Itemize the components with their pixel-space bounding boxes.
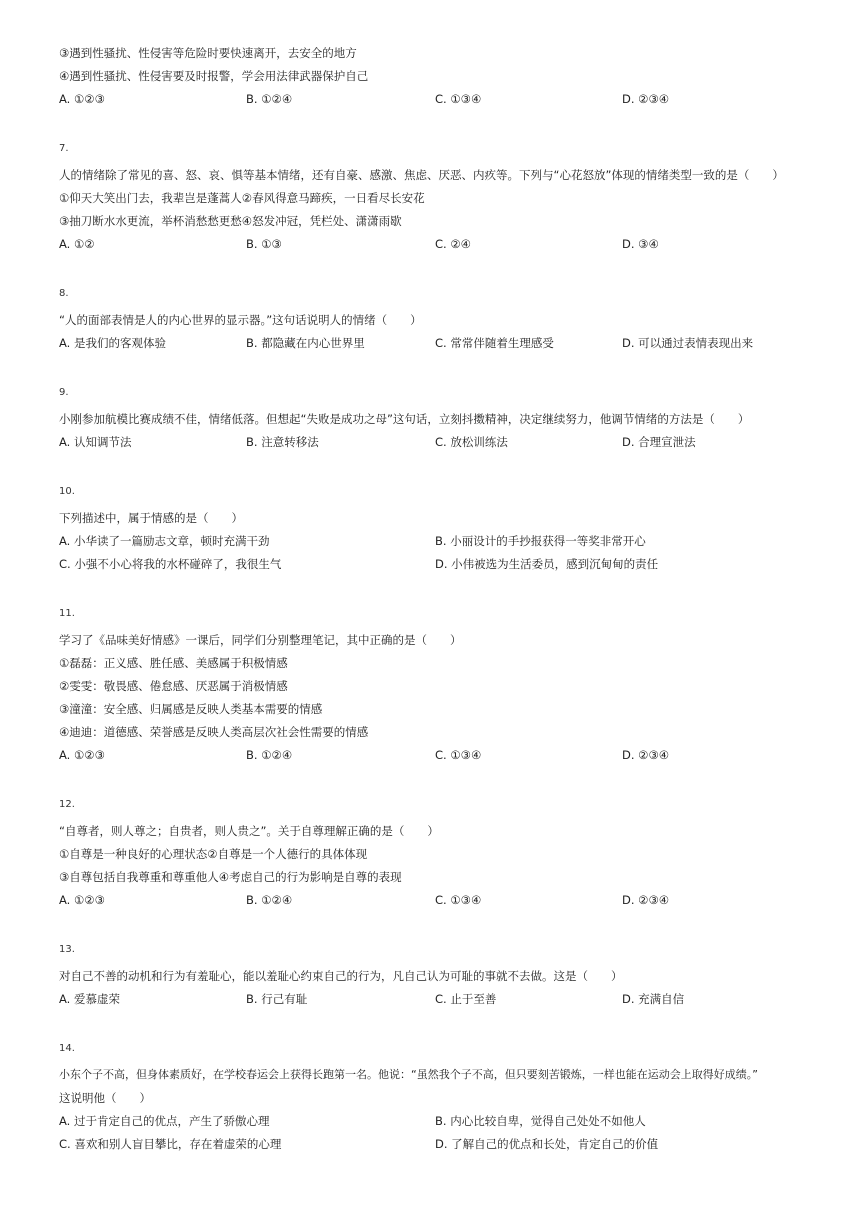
q9-option-c[interactable]: C. 放松训练法: [435, 435, 508, 449]
q9-option-a[interactable]: A. 认知调节法: [59, 435, 132, 449]
q7-option-b[interactable]: B. ①③: [246, 237, 282, 251]
q11-options: [59, 747, 819, 763]
q12-option-a[interactable]: A. ①②③: [59, 893, 105, 907]
q8-options: [59, 335, 819, 351]
q13-option-b[interactable]: B. 行己有耻: [246, 992, 308, 1006]
q7-number: 7.: [59, 143, 69, 154]
q12-stem: “自尊者，则人尊之；自贵者，则人贵之”。关于自尊理解正确的是（ ）: [59, 824, 439, 838]
q11-option-d[interactable]: D. ②③④: [622, 748, 670, 762]
q11-number: 11.: [59, 608, 75, 619]
q14-options-row-1: [59, 1113, 819, 1129]
q8-option-c[interactable]: C. 常常伴随着生理感受: [435, 336, 554, 350]
q6-options: [59, 91, 819, 107]
q7-option-c[interactable]: C. ②④: [435, 237, 471, 251]
q9-option-b[interactable]: B. 注意转移法: [246, 435, 319, 449]
q11-option-b[interactable]: B. ①②④: [246, 748, 293, 762]
q6-item-4: ④遇到性骚扰、性侵害要及时报警，学会用法律武器保护自己: [59, 69, 369, 83]
q11-item-4: ④迪迪：道德感、荣誉感是反映人类高层次社会性需要的情感: [59, 725, 369, 739]
q6-option-c[interactable]: C. ①③④: [435, 92, 482, 106]
q11-option-c[interactable]: C. ①③④: [435, 748, 482, 762]
q9-number: 9.: [59, 387, 69, 398]
q11-item-2: ②雯雯：敬畏感、倦怠感、厌恶属于消极情感: [59, 679, 288, 693]
q8-option-b[interactable]: B. 都隐藏在内心世界里: [246, 336, 365, 350]
q13-stem: 对自己不善的动机和行为有羞耻心，能以羞耻心约束自己的行为，凡自己认为可耻的事就不去做。这是（ ）: [59, 969, 623, 983]
q10-option-b[interactable]: B. 小丽设计的手抄报获得一等奖非常开心: [435, 534, 646, 548]
q13-option-a[interactable]: A. 爱慕虚荣: [59, 992, 120, 1006]
q14-option-b[interactable]: B. 内心比较自卑，觉得自己处处不如他人: [435, 1114, 646, 1128]
q12-option-b[interactable]: B. ①②④: [246, 893, 293, 907]
q14-stem: 小东个子不高，但身体素质好，在学校春运会上获得长跑第一名。他说：“虽然我个子不高，但只要刻苦锻炼，一样也能在运动会上取得好成绩。”: [59, 1068, 758, 1081]
q13-options: [59, 991, 819, 1007]
q9-option-d[interactable]: D. 合理宣泄法: [622, 435, 696, 449]
q13-option-c[interactable]: C. 止于至善: [435, 992, 497, 1006]
q11-item-3: ③潼潼：安全感、归属感是反映人类基本需要的情感: [59, 702, 323, 716]
q7-option-d[interactable]: D. ③④: [622, 237, 659, 251]
q6-item-3: ③遇到性骚扰、性侵害等危险时要快速离开，去安全的地方: [59, 46, 357, 60]
q7-item-line-1: ①仰天大笑出门去，我辈岂是蓬蒿人②春风得意马蹄疾，一日看尽长安花: [59, 191, 425, 205]
q9-stem: 小刚参加航模比赛成绩不佳，情绪低落。但想起“失败是成功之母”这句话，立刻抖擞精神，决定继续努力，他调节情绪的方法是（ ）: [59, 412, 750, 426]
q8-option-a[interactable]: A. 是我们的客观体验: [59, 336, 166, 350]
q10-number: 10.: [59, 486, 75, 497]
q14-option-c[interactable]: C. 喜欢和别人盲目攀比，存在着虚荣的心理: [59, 1137, 282, 1151]
q6-option-b[interactable]: B. ①②④: [246, 92, 293, 106]
q11-item-1: ①磊磊：正义感、胜任感、美感属于积极情感: [59, 656, 288, 670]
q11-option-a[interactable]: A. ①②③: [59, 748, 105, 762]
q10-option-c[interactable]: C. 小强不小心将我的水杯碰碎了，我很生气: [59, 557, 282, 571]
q8-option-d[interactable]: D. 可以通过表情表现出来: [622, 336, 754, 350]
q11-stem: 学习了《品味美好情感》一课后，同学们分别整理笔记，其中正确的是（ ）: [59, 633, 462, 647]
q12-option-c[interactable]: C. ①③④: [435, 893, 482, 907]
q10-stem: 下列描述中，属于情感的是（ ）: [59, 511, 243, 525]
q12-number: 12.: [59, 799, 75, 810]
q12-item-line-2: ③自尊包括自我尊重和尊重他人④考虑自己的行为影响是自尊的表现: [59, 870, 402, 884]
q12-option-d[interactable]: D. ②③④: [622, 893, 670, 907]
q6-option-a[interactable]: A. ①②③: [59, 92, 105, 106]
q14-option-d[interactable]: D. 了解自己的优点和长处，肯定自己的价值: [435, 1137, 659, 1151]
q14-option-a[interactable]: A. 过于肯定自己的优点，产生了骄傲心理: [59, 1114, 270, 1128]
q6-option-d[interactable]: D. ②③④: [622, 92, 670, 106]
q8-stem: “人的面部表情是人的内心世界的显示器。”这句话说明人的情绪（ ）: [59, 313, 422, 327]
q9-options: [59, 434, 819, 450]
q14-stem-continued: 这说明他（ ）: [59, 1091, 151, 1105]
q7-stem: 人的情绪除了常见的喜、怒、哀、惧等基本情绪，还有自豪、感激、焦虑、厌恶、内疚等。下列与“心花怒放”体现的情绪类型一致的是（ ）: [59, 168, 784, 182]
q10-options-row-1: [59, 533, 819, 549]
q7-options: [59, 236, 819, 252]
q8-number: 8.: [59, 288, 69, 299]
q12-options: [59, 892, 819, 908]
q7-item-line-2: ③抽刀断水水更流，举杯消愁愁更愁④怒发冲冠，凭栏处、潇潇雨歇: [59, 214, 402, 228]
q10-options-row-2: [59, 556, 819, 572]
q13-option-d[interactable]: D. 充满自信: [622, 992, 685, 1006]
q14-number: 14.: [59, 1043, 75, 1054]
q7-option-a[interactable]: A. ①②: [59, 237, 95, 251]
q10-option-a[interactable]: A. 小华读了一篇励志文章，顿时充满干劲: [59, 534, 270, 548]
q13-number: 13.: [59, 944, 75, 955]
q12-item-line-1: ①自尊是一种良好的心理状态②自尊是一个人德行的具体体现: [59, 847, 368, 861]
q14-options-row-2: [59, 1136, 819, 1152]
q10-option-d[interactable]: D. 小伟被选为生活委员，感到沉甸甸的责任: [435, 557, 659, 571]
